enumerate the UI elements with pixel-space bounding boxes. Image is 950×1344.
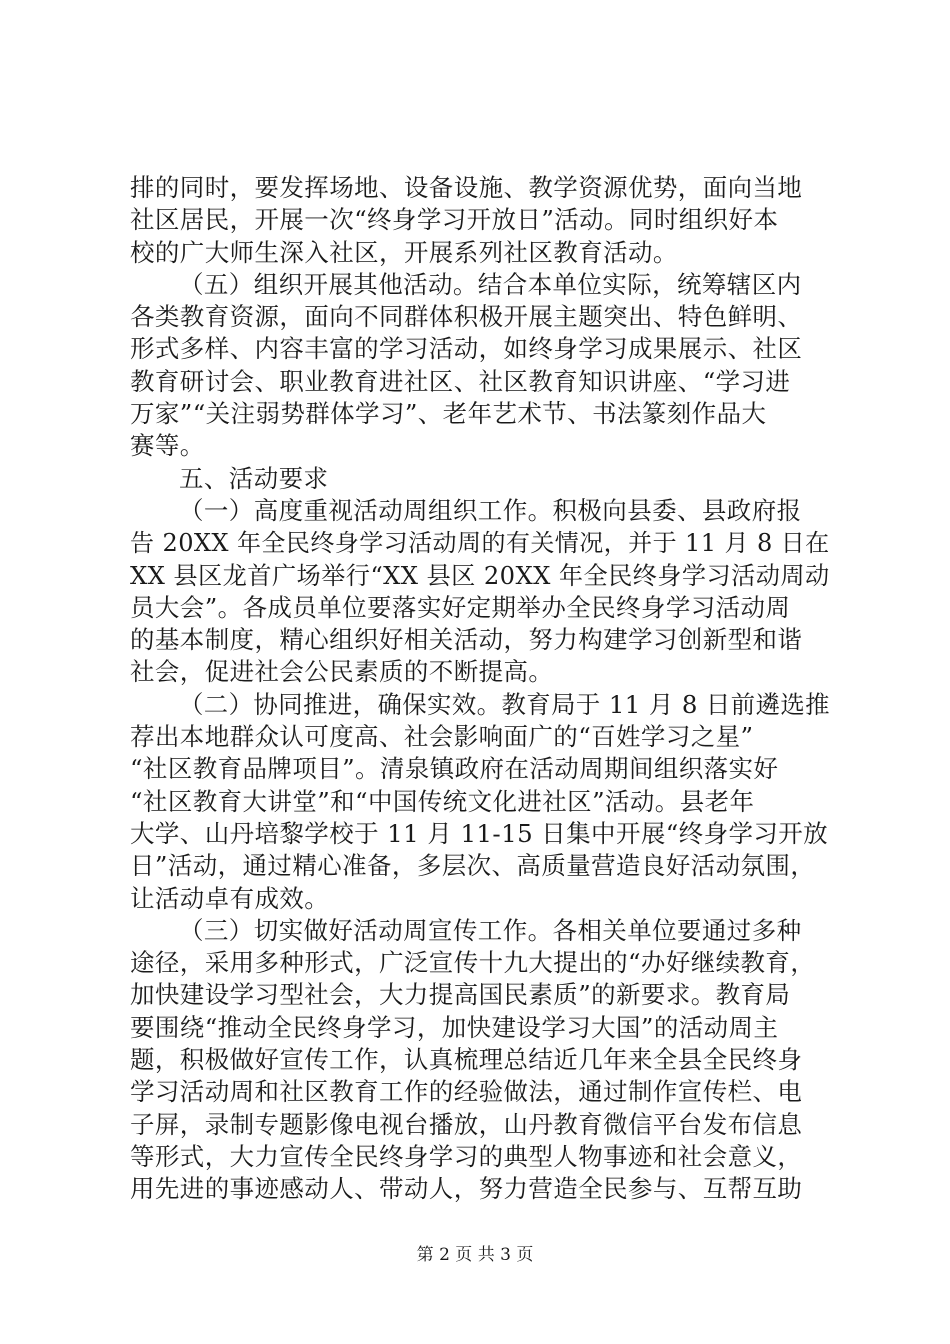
text-line: 万家”“关注弱势群体学习”、老年艺术节、书法篆刻作品大 [130, 399, 767, 429]
text-line: 赛等。 [130, 431, 205, 461]
text-line: 社区居民，开展一次“终身学习开放日”活动。同时组织好本 [130, 205, 779, 235]
text-line: 日”活动，通过精心准备，多层次、高质量营造良好活动氛围， [130, 851, 816, 881]
text-line: 的基本制度，精心组织好相关活动，努力构建学习创新型和谐 [130, 625, 803, 655]
paragraph-start-line: （五）组织开展其他活动。结合本单位实际，统筹辖区内 [179, 269, 802, 299]
text-line: “社区教育大讲堂”和“中国传统文化进社区”活动。县老年 [130, 786, 755, 816]
text-line: 荐出本地群众认可度高、社会影响面广的“百姓学习之星” [130, 722, 754, 752]
paragraph-start-line: （三）切实做好活动周宣传工作。各相关单位要通过多种 [179, 915, 802, 945]
text-line: 加快建设学习型社会，大力提高国民素质”的新要求。教育局 [130, 980, 791, 1010]
text-line: 形式多样、内容丰富的学习活动，如终身学习成果展示、社区 [130, 334, 803, 364]
text-line: 途径，采用多种形式，广泛宣传十九大提出的“办好继续教育， [130, 948, 816, 978]
paragraph-start-line: （一）高度重视活动周组织工作。积极向县委、县政府报 [179, 495, 802, 525]
text-line: 教育研讨会、职业教育进社区、社区教育知识讲座、“学习进 [130, 366, 791, 396]
text-line: 题，积极做好宣传工作，认真梳理总结近几年来全县全民终身 [130, 1045, 803, 1075]
text-line: 员大会”。各成员单位要落实好定期举办全民终身学习活动周 [130, 592, 791, 622]
text-line: 社会，促进社会公民素质的不断提高。 [130, 657, 554, 687]
text-line: “社区教育品牌项目”。清泉镇政府在活动周期间组织落实好 [130, 754, 779, 784]
text-line: 学习活动周和社区教育工作的经验做法，通过制作宣传栏、电 [130, 1077, 803, 1107]
section-heading: 五、活动要求 [179, 463, 329, 493]
text-line: 子屏，录制专题影像电视台播放，山丹教育微信平台发布信息 [130, 1109, 803, 1139]
text-line: 各类教育资源，面向不同群体积极开展主题突出、特色鲜明、 [130, 302, 803, 332]
text-line: 等形式，大力宣传全民终身学习的典型人物事迹和社会意义， [130, 1141, 803, 1171]
text-line: 用先进的事迹感动人、带动人，努力营造全民参与、互帮互助 [130, 1174, 803, 1204]
text-line: 告 20XX 年全民终身学习活动周的有关情况，并于 11 月 8 日在 [130, 529, 830, 558]
page-footer: 第 2 页 共 3 页 [416, 1245, 534, 1265]
text-line: 校的广大师生深入社区，开展系列社区教育活动。 [130, 237, 678, 267]
text-line: 要围绕“推动全民终身学习，加快建设学习大国”的活动周主 [130, 1012, 779, 1042]
text-line: XX 县区龙首广场举行“XX 县区 20XX 年全民终身学习活动周动 [130, 561, 830, 590]
document-body [130, 172, 830, 1206]
paragraph-start-line: （二）协同推进，确保实效。教育局于 11 月 8 日前遴选推 [179, 689, 830, 719]
text-line: 让活动卓有成效。 [130, 883, 330, 913]
text-line: 排的同时，要发挥场地、设备设施、教学资源优势，面向当地 [130, 173, 803, 202]
text-line: 大学、山丹培黎学校于 11 月 11-15 日集中开展“终身学习开放 [130, 818, 829, 848]
